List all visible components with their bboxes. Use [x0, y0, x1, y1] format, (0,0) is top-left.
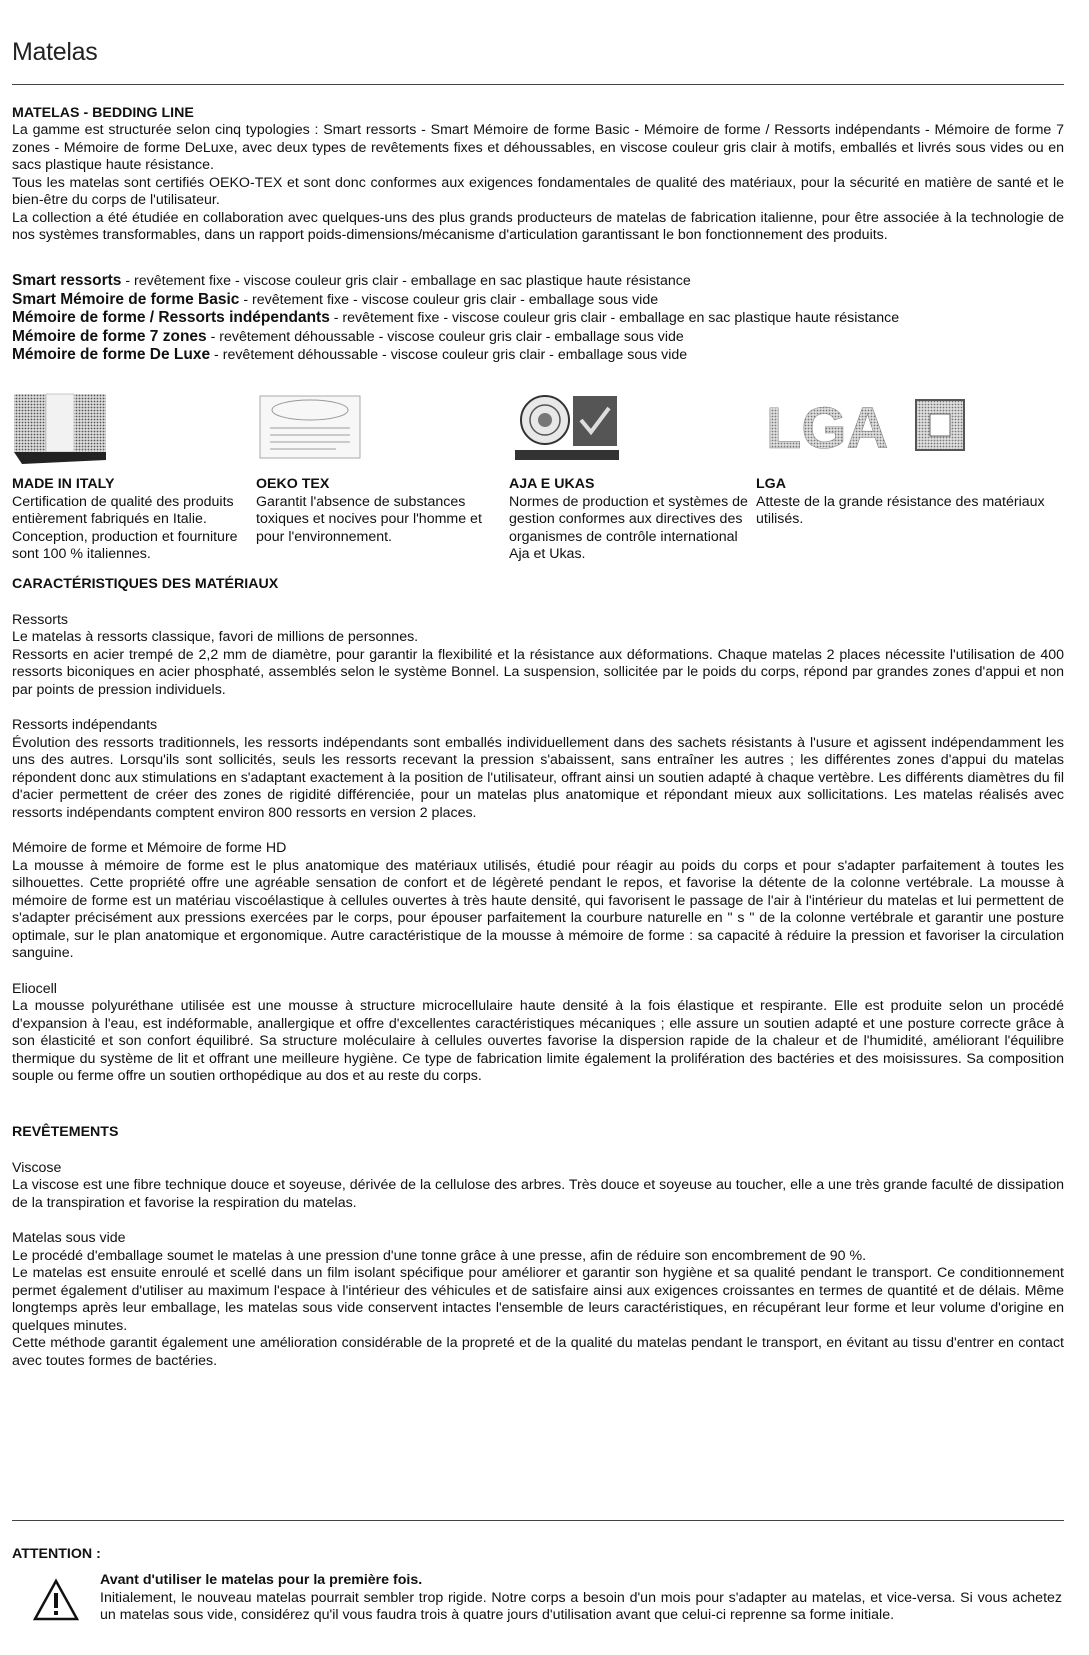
cert-description: Garantit l'absence de substances toxiques et nocives pour l'homme et pour l'environnement.	[256, 493, 482, 545]
section-subtitle: Viscose	[12, 1159, 62, 1176]
model-desc: - revêtement fixe - viscose couleur gris clair - emballage en sac plastique haute résistance	[121, 273, 691, 289]
section-paragraph: Le matelas est ensuite enroulé et scellé dans un film isolant spécifique pour améliorer et garantir son hygiène et sa qualité pendant le transport. Ce conditionnement permet également d'utiliser au maximum l'espace à l'intérieur des véhicules et de satisfaire ainsi aux exigences croissantes en termes de quantité et de délais. Même longtemps après leur emballage, les matelas sous vide conservent intactes l'ensemble de leurs caractéristiques, en récupérant leur forme et leur volume d'origine en quelques minutes.	[12, 1265, 1064, 1334]
models-list	[12, 272, 1064, 365]
oeko-tex-label-icon	[256, 388, 486, 468]
model-name: Smart Mémoire de forme Basic	[12, 290, 240, 308]
intro-heading: MATELAS - BEDDING LINE	[12, 105, 194, 121]
lga-logo-icon	[756, 388, 1046, 468]
section-paragraph: Le matelas à ressorts classique, favori de millions de personnes.	[12, 629, 419, 645]
model-line	[12, 328, 1064, 347]
attention-section	[12, 1546, 1064, 1564]
model-line	[12, 291, 1064, 310]
intro-section	[12, 104, 1064, 245]
cert-description: Certification de qualité des produits entièrement fabriqués en Italie. Conception, production et fourniture sont 100 % italiennes.	[12, 493, 238, 562]
section-subtitle: Matelas sous vide	[12, 1230, 126, 1246]
section-subtitle: Ressorts	[12, 611, 68, 628]
materials-heading: CARACTÉRISTIQUES DES MATÉRIAUX	[12, 576, 279, 592]
title-divider	[12, 84, 1064, 85]
model-name: Mémoire de forme / Ressorts indépendants	[12, 309, 330, 326]
model-desc: - revêtement fixe - viscose couleur gris clair - emballage sous vide	[239, 291, 659, 308]
section-subtitle: Eliocell	[12, 980, 57, 997]
cert-oeko-tex	[256, 388, 486, 546]
cert-title: MADE IN ITALY	[12, 476, 115, 492]
model-name: Mémoire de forme De Luxe	[12, 346, 211, 363]
section-subtitle: Ressorts indépendants	[12, 717, 158, 733]
model-line	[12, 346, 1064, 365]
coverings-section	[12, 1124, 1064, 1370]
cert-made-in-italy	[12, 388, 262, 564]
section-subtitle: Mémoire de forme et Mémoire de forme HD	[12, 840, 287, 856]
coverings-heading: REVÊTEMENTS	[12, 1124, 119, 1140]
intro-paragraph-1: La gamme est structurée selon cinq typologies : Smart ressorts - Smart Mémoire de forme Basic - Mémoire de forme / Ressorts indépendants - Mémoire de forme 7 zones - Mémoire de forme DeLuxe, avec deux types de revêtements fixes et déhoussables, en viscose couleur gris clair à motifs, emballés et livrés sous vides ou en sacs plastique haute résistance.	[12, 122, 1064, 173]
section-paragraph: Cette méthode garantit également une amélioration considérable de la propreté et de la qualité du matelas pendant le transport, en évitant au tissu d'entrer en contact avec toutes formes de bactéries.	[12, 1335, 1064, 1369]
cert-lga	[756, 388, 1046, 529]
attention-body	[100, 1572, 1062, 1625]
attention-text: Initialement, le nouveau matelas pourrait sembler trop rigide. Notre corps a besoin d'un mois pour s'adapter au matelas, et vice-versa. Si vous achetez un matelas sous vide, considérez qu'il vous faudra trois à quatre jours d'utilisation avant que celui-ci reprenne sa forme initiale.	[100, 1589, 1062, 1623]
model-desc: - revêtement déhoussable - viscose couleur gris clair - emballage sous vide	[210, 347, 688, 363]
materials-section	[12, 576, 1064, 1086]
lga-logo-text: LGA	[766, 396, 889, 461]
section-paragraph: La mousse polyuréthane utilisée est une mousse à structure microcellulaire haute densité à la fois élastique et respirante. Elle est produite selon un procédé d'expansion à l'eau, est indéformable, anallergique et offre d'excellentes caractéristiques mécaniques ; elle assure un soutien adapté et une posture correcte grâce à son élasticité et son confort équilibré. Sa structure moléculaire à cellules ouvertes favorise la dispersion rapide de la chaleur et de l'humidité, améliorant l'équilibre thermique du système de lit et offrant une meilleure hygiène. Ce type de fabrication limite également la prolifération des bactéries et des moisissures. Sa composition souple ou ferme offre un soutien orthopédique au dos et au reste du corps.	[12, 998, 1064, 1084]
intro-paragraph-3: La collection a été étudiée en collaboration avec quelques-uns des plus grands producteurs de matelas de fabrication italienne, pour être associée à la technologie de nos systèmes transformables, dans un rapport poids-dimensions/mécanisme d'articulation garantissant le bon fonctionnement des produits.	[12, 209, 1064, 243]
cert-aja-ukas	[509, 388, 749, 564]
model-desc: - revêtement déhoussable - viscose couleur gris clair - emballage sous vide	[206, 328, 684, 345]
section-paragraph: Ressorts en acier trempé de 2,2 mm de diamètre, pour garantir la flexibilité et la résistance aux déformations. Chaque matelas 2 places nécessite l'utilisation de 400 ressorts biconiques en acier phosphaté, assemblés selon le système Bonnel. La suspension, sollicitée par le poids du corps, répond par grandes zones d'appui et non par points de pression individuels.	[12, 646, 1064, 698]
intro-paragraph-2: Tous les matelas sont certifiés OEKO-TEX et sont donc conformes aux exigences fondamentales de qualité des matériaux, pour la sécurité en matière de santé et le bien-être du corps de l'utilisateur.	[12, 174, 1064, 208]
warning-triangle-icon	[32, 1578, 80, 1622]
attention-divider	[12, 1520, 1064, 1521]
section-paragraph: La mousse à mémoire de forme est le plus anatomique des matériaux utilisés, étudié pour réagir au poids du corps et pour s'adapter parfaitement à toutes les silhouettes. Cette propriété offre une agréable sensation de confort et de légèreté pendant le repos, et favorise la détente de la colonne vertébrale. La mousse à mémoire de forme est un matériau viscoélastique à cellules ouvertes à très haute densité, qui favorisent le passage de l'air à l'intérieur du matelas et lui permettent de s'adapter précisément aux pressions exercées par le corps, pour épouser parfaitement la courbure naturelle en " s " de la colonne vertébrale et garantir une posture optimale, sur le plan anatomique et ergonomique. Autre caractéristique de la mousse à mémoire de forme : sa capacité à réduire la pression et favoriser la circulation sanguine.	[12, 857, 1064, 961]
model-line	[12, 272, 1064, 291]
made-in-italy-flag-icon	[12, 388, 262, 468]
model-name: Mémoire de forme 7 zones	[12, 327, 207, 345]
section-paragraph: La viscose est une fibre technique douce et soyeuse, dérivée de la cellulose des arbres. Très douce et soyeuse au toucher, elle a une très grande faculté de dissipation de la transpiration et favorise la respiration du matelas.	[12, 1177, 1064, 1211]
cert-description: Atteste de la grande résistance des matériaux utilisés.	[756, 493, 1045, 527]
attention-heading: ATTENTION :	[12, 1546, 101, 1562]
model-name: Smart ressorts	[12, 272, 122, 289]
model-desc: - revêtement fixe - viscose couleur gris clair - emballage en sac plastique haute résistance	[329, 310, 900, 326]
cert-title: LGA	[756, 476, 786, 492]
section-paragraph: Évolution des ressorts traditionnels, les ressorts indépendants sont emballés individuellement dans des sachets résistants à l'usure et agissent indépendamment les uns des autres. Lorsqu'ils sont sollicités, seuls les ressorts recevant la pression s'abaissent, sans entraîner les autres ; les différentes zones d'appui du matelas répondent donc aux stimulations en s'adaptant exactement à la position de l'utilisateur, offrant ainsi un soutien adapté à chaque vertèbre. Les différents diamètres du fil d'acier permettent de créer des zones de rigidité différenciée, pour un matelas plus anatomique et répondant mieux aux sollicitations. Les matelas réalisés avec ressorts indépendants comptent environ 800 ressorts en version 2 places.	[12, 734, 1064, 821]
page-title: Matelas	[12, 38, 98, 66]
aja-ukas-seals-icon	[509, 388, 749, 468]
cert-description: Normes de production et systèmes de gestion conformes aux directives des organismes de contrôle international Aja et Ukas.	[509, 493, 748, 562]
model-line	[12, 309, 1064, 328]
attention-subtitle: Avant d'utiliser le matelas pour la première fois.	[100, 1572, 423, 1588]
cert-title: OEKO TEX	[256, 476, 330, 492]
cert-title: AJA E UKAS	[509, 476, 595, 492]
section-paragraph: Le procédé d'emballage soumet le matelas à une pression d'une tonne grâce à une presse, afin de réduire son encombrement de 90 %.	[12, 1247, 867, 1264]
